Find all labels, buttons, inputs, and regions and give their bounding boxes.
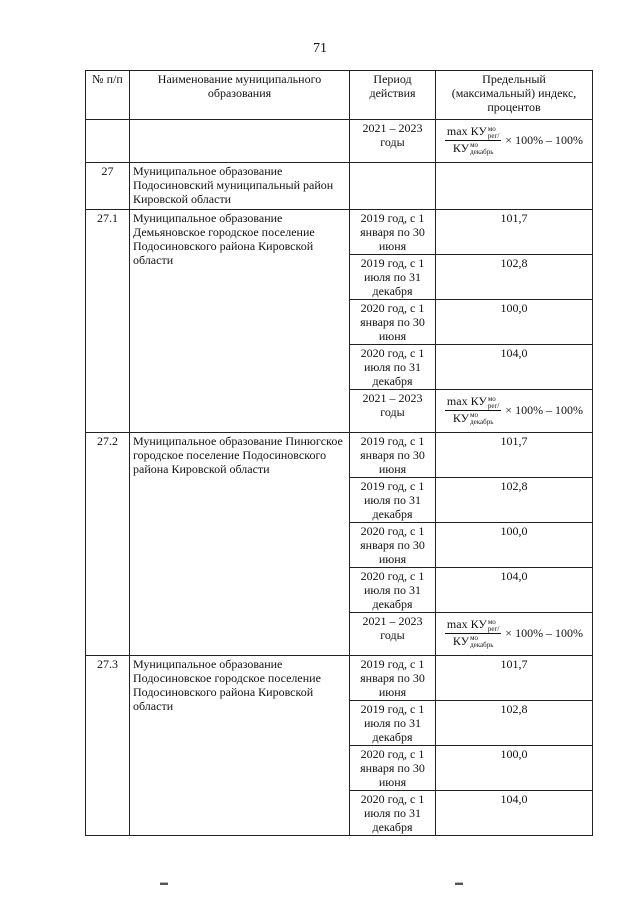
municipality-name: Муниципальное образование Демьяновское городское поселение Подосиновского района Кировской области [130, 210, 350, 433]
index-value: 104,0 [436, 568, 593, 613]
formula-denominator [451, 411, 496, 426]
formula-denominator [451, 634, 496, 649]
index-value: 102,8 [436, 255, 593, 300]
index-formula [439, 391, 589, 429]
formula-superscript: мо [487, 394, 496, 403]
header-period: Период действия [350, 71, 436, 120]
formula-subscript: декабрь [470, 640, 494, 649]
formula-superscript: мо [487, 617, 496, 626]
header-index: Предельный (максимальный) индекс, процентов [436, 71, 593, 120]
formula-numerator [445, 394, 501, 410]
formula-ku: КУ [470, 394, 487, 409]
formula-fraction [445, 124, 501, 156]
formula-scripts [488, 619, 499, 633]
formula-scripts [470, 635, 493, 649]
formula-ku: КУ [470, 124, 487, 139]
period-cell: 2019 год, с 1 января по 30 июня [350, 433, 436, 478]
index-value: 100,0 [436, 746, 593, 791]
index-value: 100,0 [436, 523, 593, 568]
formula-superscript: мо [470, 410, 479, 419]
period-cell: 2019 год, с 1 января по 30 июня [350, 210, 436, 255]
header-name: Наименование муниципального образования [130, 71, 350, 120]
formula-subscript: рег/ [487, 401, 500, 410]
formula-denominator [451, 141, 496, 156]
formula-superscript: мо [470, 633, 479, 642]
formula-numerator [445, 124, 501, 140]
scan-mark: ▬ [455, 878, 463, 887]
formula-ku: КУ [470, 617, 487, 632]
formula-max: max [446, 124, 471, 139]
table-row [86, 120, 593, 163]
formula-ku: КУ [452, 633, 470, 648]
period-cell: 2019 год, с 1 июля по 31 декабря [350, 255, 436, 300]
formula-max: max [446, 394, 471, 409]
formula-subscript: рег/ [487, 131, 500, 140]
formula-tail: × 100% – 100% [505, 403, 584, 417]
index-value: 104,0 [436, 345, 593, 390]
period-cell: 2020 год, с 1 января по 30 июня [350, 746, 436, 791]
header-num: № п/п [86, 71, 130, 120]
index-formula [439, 121, 589, 159]
formula-subscript: декабрь [470, 417, 494, 426]
index-value: 102,8 [436, 478, 593, 523]
table-row [86, 433, 593, 478]
formula-superscript: мо [487, 124, 496, 133]
formula-fraction [445, 394, 501, 426]
index-value: 101,7 [436, 210, 593, 255]
formula-tail: × 100% – 100% [505, 133, 584, 147]
page-number: 71 [313, 41, 327, 56]
formula-scripts [470, 412, 493, 426]
row-number: 27.3 [86, 656, 130, 836]
formula-max: max [446, 617, 471, 632]
formula-ku: КУ [452, 410, 470, 425]
formula-scripts [470, 142, 493, 156]
period-cell: 2020 год, с 1 июля по 31 декабря [350, 345, 436, 390]
period-cell: 2020 год, с 1 июля по 31 декабря [350, 791, 436, 836]
formula-cell [436, 120, 593, 163]
row-number: 27 [86, 163, 130, 210]
formula-subscript: декабрь [470, 147, 494, 156]
formula-tail: × 100% – 100% [505, 626, 584, 640]
index-value: 102,8 [436, 701, 593, 746]
municipality-name: Муниципальное образование Пинюгское городское поселение Подосиновского района Кировской области [130, 433, 350, 656]
index-value: 101,7 [436, 433, 593, 478]
formula-cell [436, 613, 593, 656]
formula-ku: КУ [452, 140, 470, 155]
index-value: 104,0 [436, 791, 593, 836]
period-cell: 2019 год, с 1 июля по 31 декабря [350, 701, 436, 746]
period-cell: 2020 год, с 1 июля по 31 декабря [350, 568, 436, 613]
municipality-name: Муниципальное образование Подосиновский муниципальный район Кировской области [130, 163, 350, 210]
row-number: 27.2 [86, 433, 130, 656]
row-number: 27.1 [86, 210, 130, 433]
municipality-name: Муниципальное образование Подосиновское городское поселение Подосиновского района Кировской области [130, 656, 350, 836]
period-cell: 2019 год, с 1 июля по 31 декабря [350, 478, 436, 523]
period-cell: 2019 год, с 1 января по 30 июня [350, 656, 436, 701]
index-value: 100,0 [436, 300, 593, 345]
index-formula [439, 614, 589, 652]
period-cell: 2020 год, с 1 января по 30 июня [350, 300, 436, 345]
table-header-row [86, 71, 593, 120]
table-row [86, 656, 593, 701]
table-row [86, 210, 593, 255]
formula-subscript: рег/ [487, 624, 500, 633]
formula-superscript: мо [470, 140, 479, 149]
formula-numerator [445, 617, 501, 633]
table-row [86, 163, 593, 210]
period-cell: 2021 – 2023 годы [350, 120, 436, 163]
tariff-index-table [85, 70, 593, 836]
period-cell: 2021 – 2023 годы [350, 390, 436, 433]
formula-cell [436, 390, 593, 433]
period-cell: 2020 год, с 1 января по 30 июня [350, 523, 436, 568]
period-cell: 2021 – 2023 годы [350, 613, 436, 656]
formula-scripts [488, 126, 499, 140]
formula-scripts [488, 396, 499, 410]
index-value: 101,7 [436, 656, 593, 701]
formula-fraction [445, 617, 501, 649]
scan-mark: ▬ [160, 878, 168, 887]
